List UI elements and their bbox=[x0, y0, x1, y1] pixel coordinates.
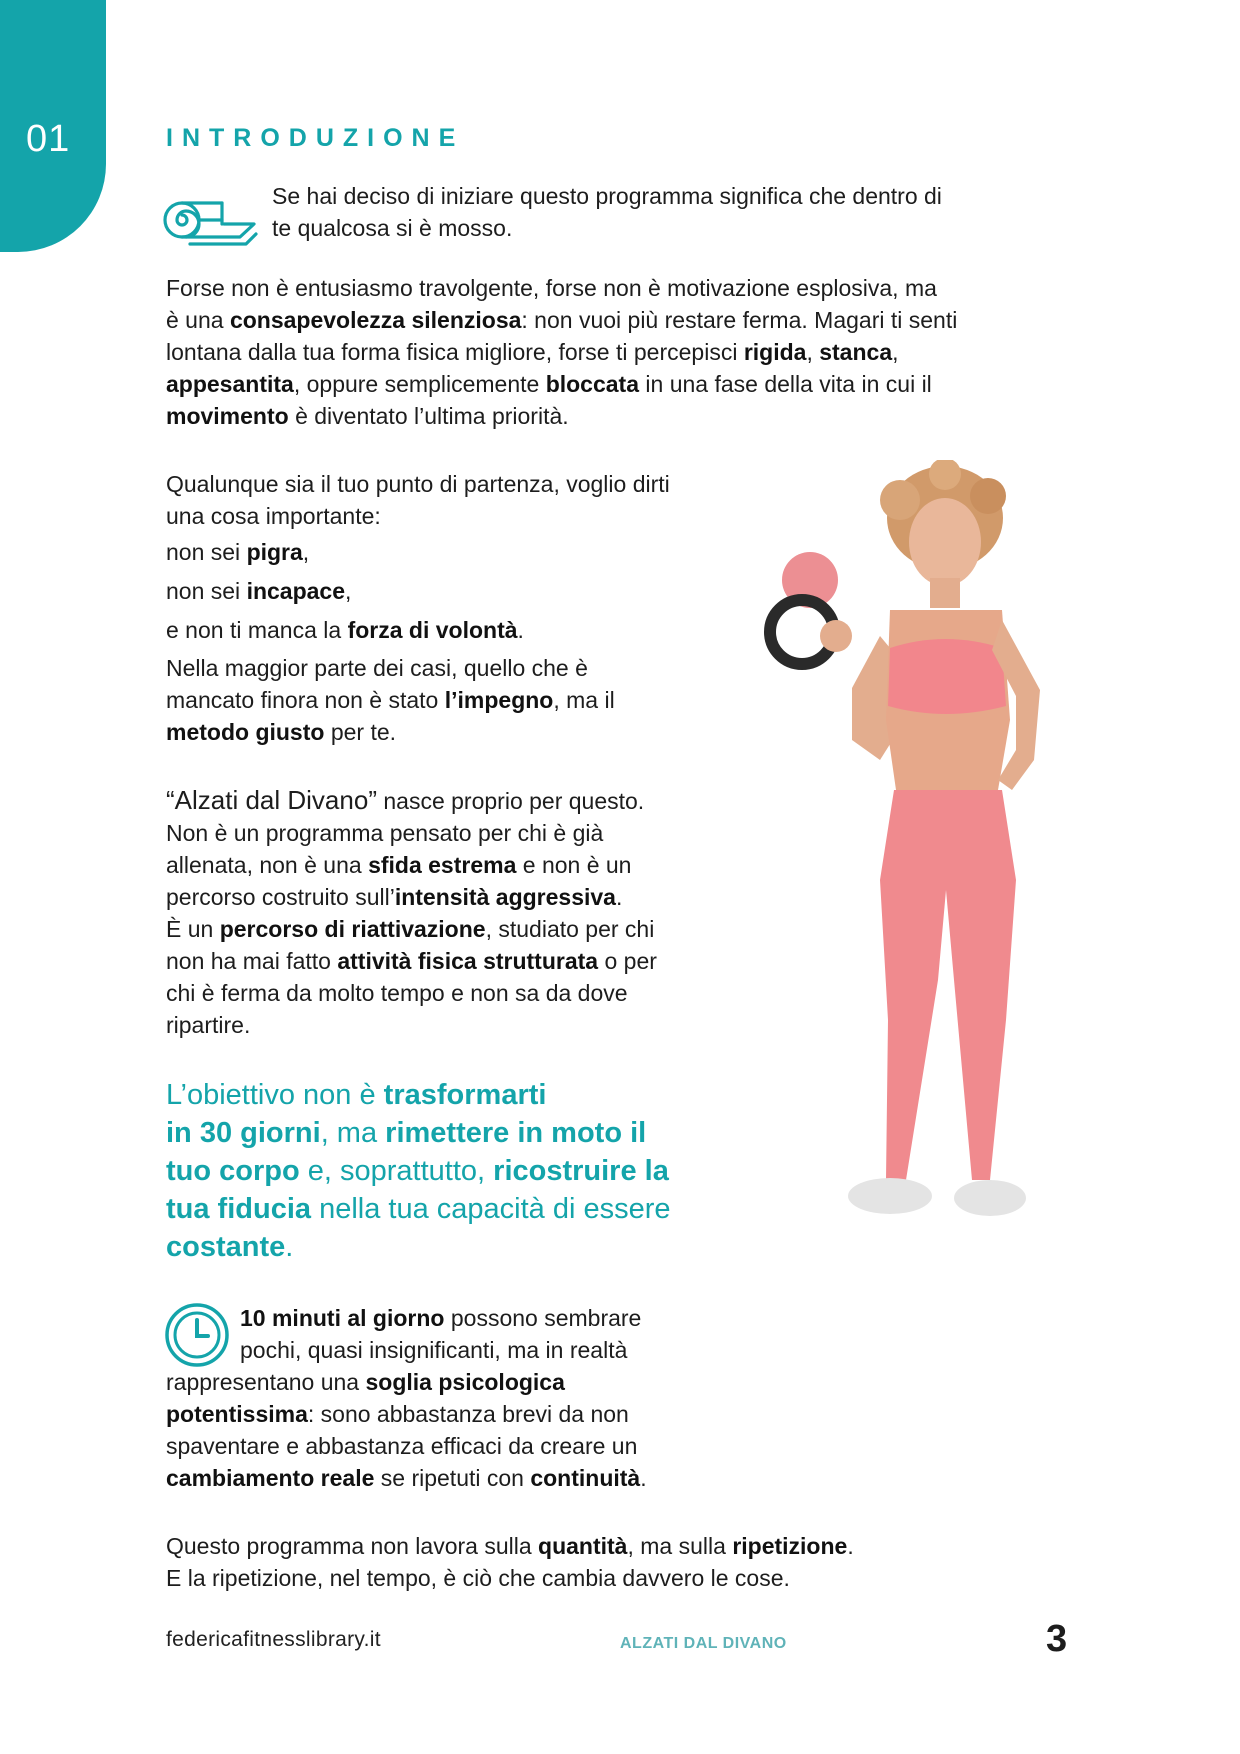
p4-text: rappresentano una bbox=[166, 1369, 366, 1395]
p3-text: , studiato per chi bbox=[485, 916, 655, 942]
yoga-mat-icon bbox=[160, 188, 260, 252]
p3-bold: intensità aggressiva bbox=[394, 884, 616, 910]
p1-text: in una fase della vita in cui il bbox=[639, 371, 932, 397]
p3-text: e non è un bbox=[516, 852, 632, 878]
list-text: , bbox=[302, 539, 310, 565]
p5-text: Questo programma non lavora sulla bbox=[166, 1533, 539, 1559]
p3-text: chi è ferma da molto tempo e non sa da dove bbox=[166, 980, 628, 1006]
p4-bold: 10 minuti al giorno bbox=[240, 1305, 445, 1331]
page-number: 3 bbox=[1046, 1618, 1068, 1660]
p2-bold: l’impegno bbox=[444, 687, 554, 713]
callout-bold: in 30 giorni bbox=[166, 1117, 321, 1149]
p1-text: : non vuoi più restare ferma. Magari ti senti bbox=[521, 307, 958, 333]
list-item bbox=[166, 536, 309, 568]
p3-text: . bbox=[615, 884, 623, 910]
p4-text: se ripetuti con bbox=[374, 1465, 531, 1491]
p5-bold: ripetizione bbox=[732, 1533, 848, 1559]
list-text: , bbox=[345, 578, 352, 604]
p2-text: Qualunque sia il tuo punto di partenza, voglio dirti bbox=[166, 471, 670, 497]
p4-bold: cambiamento reale bbox=[166, 1465, 375, 1491]
paragraph-4-head bbox=[240, 1302, 740, 1366]
list-bold: incapace bbox=[246, 578, 346, 604]
paragraph-4-body bbox=[166, 1366, 766, 1494]
paragraph-3 bbox=[166, 784, 766, 1041]
callout-bold: trasformarti bbox=[383, 1079, 547, 1111]
callout-text: e, soprattutto, bbox=[299, 1155, 494, 1187]
p4-bold: soglia psicologica bbox=[365, 1369, 565, 1395]
p5-bold: quantità bbox=[538, 1533, 628, 1559]
list-item bbox=[166, 575, 351, 607]
p1-bold: stanca bbox=[819, 339, 893, 365]
p1-bold: bloccata bbox=[545, 371, 640, 397]
callout-bold: tua fiducia bbox=[166, 1193, 312, 1225]
intro-line-1: Se hai deciso di iniziare questo programma significa che dentro di bbox=[272, 183, 942, 209]
p5-text: , ma sulla bbox=[627, 1533, 733, 1559]
highlight-callout bbox=[166, 1076, 726, 1266]
p3-text: Non è un programma pensato per chi è già bbox=[166, 820, 604, 846]
p3-text: nasce proprio per questo. bbox=[376, 788, 645, 814]
list-text: e non ti manca la bbox=[166, 617, 348, 643]
chapter-number: 01 bbox=[26, 118, 71, 160]
p3-text: È un bbox=[166, 916, 220, 942]
footer-website: federicafitnesslibrary.it bbox=[166, 1628, 381, 1651]
p3-bold: sfida estrema bbox=[368, 852, 517, 878]
p1-text: è una bbox=[166, 307, 230, 333]
p1-text: lontana dalla tua forma fisica migliore, forse ti percepisci bbox=[166, 339, 744, 365]
callout-bold: ricostruire la bbox=[493, 1155, 669, 1187]
list-text: non sei bbox=[166, 539, 247, 565]
list-text: . bbox=[517, 617, 524, 643]
intro-line-2: te qualcosa si è mosso. bbox=[272, 215, 513, 241]
p2-text: mancato finora non è stato bbox=[166, 687, 445, 713]
fitness-model-photo bbox=[740, 460, 1070, 1360]
callout-bold: tuo corpo bbox=[166, 1155, 300, 1187]
paragraph-5 bbox=[166, 1530, 1116, 1594]
p3-text: allenata, non è una bbox=[166, 852, 369, 878]
callout-text: . bbox=[285, 1231, 294, 1263]
p1-text: , bbox=[806, 339, 820, 365]
paragraph-2-intro bbox=[166, 468, 766, 532]
p4-text: . bbox=[640, 1465, 647, 1491]
p1-text: , oppure semplicemente bbox=[293, 371, 546, 397]
p1-bold: consapevolezza silenziosa bbox=[229, 307, 522, 333]
p3-text: percorso costruito sull’ bbox=[166, 884, 395, 910]
p4-bold: continuità bbox=[530, 1465, 641, 1491]
list-bold: pigra bbox=[246, 539, 303, 565]
list-bold: forza di volontà bbox=[347, 617, 518, 643]
p4-text: spaventare e abbastanza efficaci da creare un bbox=[166, 1433, 638, 1459]
p3-text: non ha mai fatto bbox=[166, 948, 338, 974]
footer-book-title: ALZATI DAL DIVANO bbox=[620, 1635, 787, 1652]
p4-text: pochi, quasi insignificanti, ma in realtà bbox=[240, 1337, 628, 1363]
paragraph-1 bbox=[166, 272, 1106, 432]
clock-icon bbox=[164, 1302, 230, 1368]
callout-text: , ma bbox=[320, 1117, 386, 1149]
chapter-tab bbox=[0, 0, 106, 252]
p4-bold: potentissima bbox=[166, 1401, 308, 1427]
p3-text: ripartire. bbox=[166, 1012, 251, 1038]
list-item bbox=[166, 614, 524, 646]
paragraph-2-body bbox=[166, 652, 766, 748]
list-text: non sei bbox=[166, 578, 247, 604]
p1-text: , bbox=[892, 339, 899, 365]
p1-text: è diventato l’ultima priorità. bbox=[288, 403, 569, 429]
p2-text: , ma il bbox=[553, 687, 615, 713]
p5-text: . bbox=[847, 1533, 854, 1559]
p2-text: una cosa importante: bbox=[166, 503, 381, 529]
p4-text: possono sembrare bbox=[444, 1305, 642, 1331]
p1-text: Forse non è entusiasmo travolgente, forse non è motivazione esplosiva, ma bbox=[166, 275, 937, 301]
p1-bold: movimento bbox=[166, 403, 289, 429]
p4-text: : sono abbastanza brevi da non bbox=[307, 1401, 629, 1427]
p3-text: o per bbox=[598, 948, 657, 974]
callout-bold: costante bbox=[166, 1231, 286, 1263]
p3-bold: attività fisica strutturata bbox=[337, 948, 599, 974]
p5-text: E la ripetizione, nel tempo, è ciò che cambia davvero le cose. bbox=[166, 1565, 790, 1591]
p3-bold: percorso di riattivazione bbox=[219, 916, 486, 942]
callout-text: nella tua capacità di essere bbox=[311, 1193, 671, 1225]
p2-text: Nella maggior parte dei casi, quello che è bbox=[166, 655, 588, 681]
section-title: INTRODUZIONE bbox=[166, 124, 465, 152]
p2-bold: metodo giusto bbox=[166, 719, 325, 745]
program-name-quote: “Alzati dal Divano” bbox=[166, 785, 377, 815]
callout-bold: rimettere in moto il bbox=[385, 1117, 647, 1149]
intro-paragraph bbox=[272, 180, 1092, 244]
p1-bold: rigida bbox=[743, 339, 807, 365]
callout-text: L’obiettivo non è bbox=[166, 1079, 384, 1111]
p1-bold: appesantita bbox=[166, 371, 294, 397]
p2-text: per te. bbox=[324, 719, 397, 745]
